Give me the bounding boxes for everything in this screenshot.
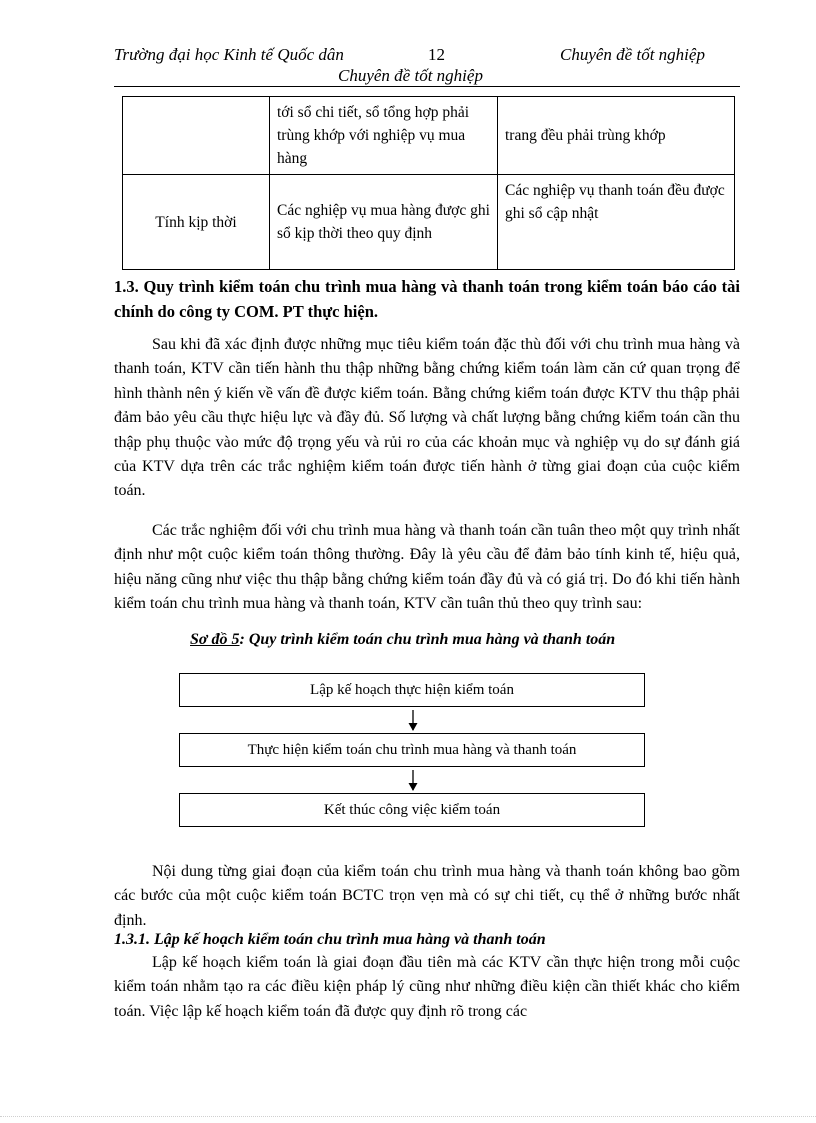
- paragraph: Sau khi đã xác định được những mục tiêu kiểm toán đặc thù đối với chu trình mua hàng và thanh toán, KTV cần tiến hành thu thập những bằng chứng kiểm toán làm căn cứ quan trọng để hình thành nên ý kiến về vấn đề được kiểm toán. Bằng chứng kiểm toán được KTV thu thập phải đảm bảo yêu cầu thực hiệu lực và đầy đủ. Số lượng và chất lượng bằng chứng kiểm toán cần thu thập phụ thuộc vào mức độ trọng yếu và rủi ro của các khoản mục và nghiệp vụ do sự đánh giá của KTV dựa trên các trắc nghiệm kiểm toán được tiến hành ở từng giai đoạn của cuộc kiểm toán.: [114, 336, 740, 500]
- header-right: Chuyên đề tốt nghiệp: [560, 45, 705, 64]
- objectives-table: [122, 96, 735, 270]
- table-cell: [123, 97, 270, 175]
- header-subtitle: Chuyên đề tốt nghiệp: [338, 66, 483, 85]
- page-number: 12: [428, 45, 445, 64]
- table-cell: Tính kịp thời: [123, 175, 270, 270]
- diagram-caption-text: : Quy trình kiểm toán chu trình mua hàng và thanh toán: [239, 631, 616, 648]
- paragraph: Các trắc nghiệm đối với chu trình mua hàng và thanh toán cần tuân theo một quy trình nhất định như một cuộc kiểm toán thông thường. Đây là yêu cầu để đảm bảo tính kinh tế, hiệu quả, hiệu năng cũng như việc thu thập bằng chứng kiểm toán đầy đủ và có giá trị. Do đó khi tiến hành kiểm toán chu trình mua hàng và thanh toán, KTV cần tuân thủ theo quy trình sau:: [114, 522, 740, 613]
- arrow-down-icon: [406, 710, 420, 732]
- table-row: [123, 175, 735, 270]
- diagram-caption-label: Sơ đồ 5: [190, 631, 240, 648]
- table-cell: Các nghiệp vụ mua hàng được ghi sổ kịp thời theo quy định: [270, 175, 498, 270]
- header-rule: [114, 86, 740, 87]
- subsection-heading: 1.3.1. Lập kế hoạch kiểm toán chu trình mua hàng và thanh toán: [114, 931, 546, 948]
- table-cell: trang đều phải trùng khớp: [498, 97, 735, 175]
- paragraph: Nội dung từng giai đoạn của kiểm toán chu trình mua hàng và thanh toán không bao gồm các bước của một cuộc kiểm toán BCTC trọn vẹn mà có sự chi tiết, cụ thể ở những bước nhất định.: [114, 863, 740, 929]
- header-left: Trường đại học Kinh tế Quốc dân: [114, 45, 344, 64]
- page-bottom-border: [0, 1116, 816, 1117]
- table-cell: tới sổ chi tiết, sổ tổng hợp phải trùng khớp với nghiệp vụ mua hàng: [270, 97, 498, 175]
- section-heading: 1.3. Quy trình kiểm toán chu trình mua hàng và thanh toán trong kiểm toán báo cáo tài chính do công ty COM. PT thực hiện.: [114, 277, 740, 321]
- diagram-caption: [190, 631, 615, 649]
- table-cell: Các nghiệp vụ thanh toán đều được ghi sổ cập nhật: [498, 175, 735, 270]
- flow-step-execution: Thực hiện kiểm toán chu trình mua hàng và thanh toán: [179, 733, 645, 767]
- table-row: [123, 97, 735, 175]
- flow-step-planning: Lập kế hoạch thực hiện kiểm toán: [179, 673, 645, 707]
- paragraph: Lập kế hoạch kiểm toán là giai đoạn đầu tiên mà các KTV cần thực hiện trong mỗi cuộc kiểm toán nhằm tạo ra các điều kiện pháp lý cũng như những điều kiện cần thiết khác cho kiểm toán. Việc lập kế hoạch kiểm toán đã được quy định rõ trong các: [114, 954, 740, 1020]
- arrow-down-icon: [406, 770, 420, 792]
- flow-step-completion: Kết thúc công việc kiểm toán: [179, 793, 645, 827]
